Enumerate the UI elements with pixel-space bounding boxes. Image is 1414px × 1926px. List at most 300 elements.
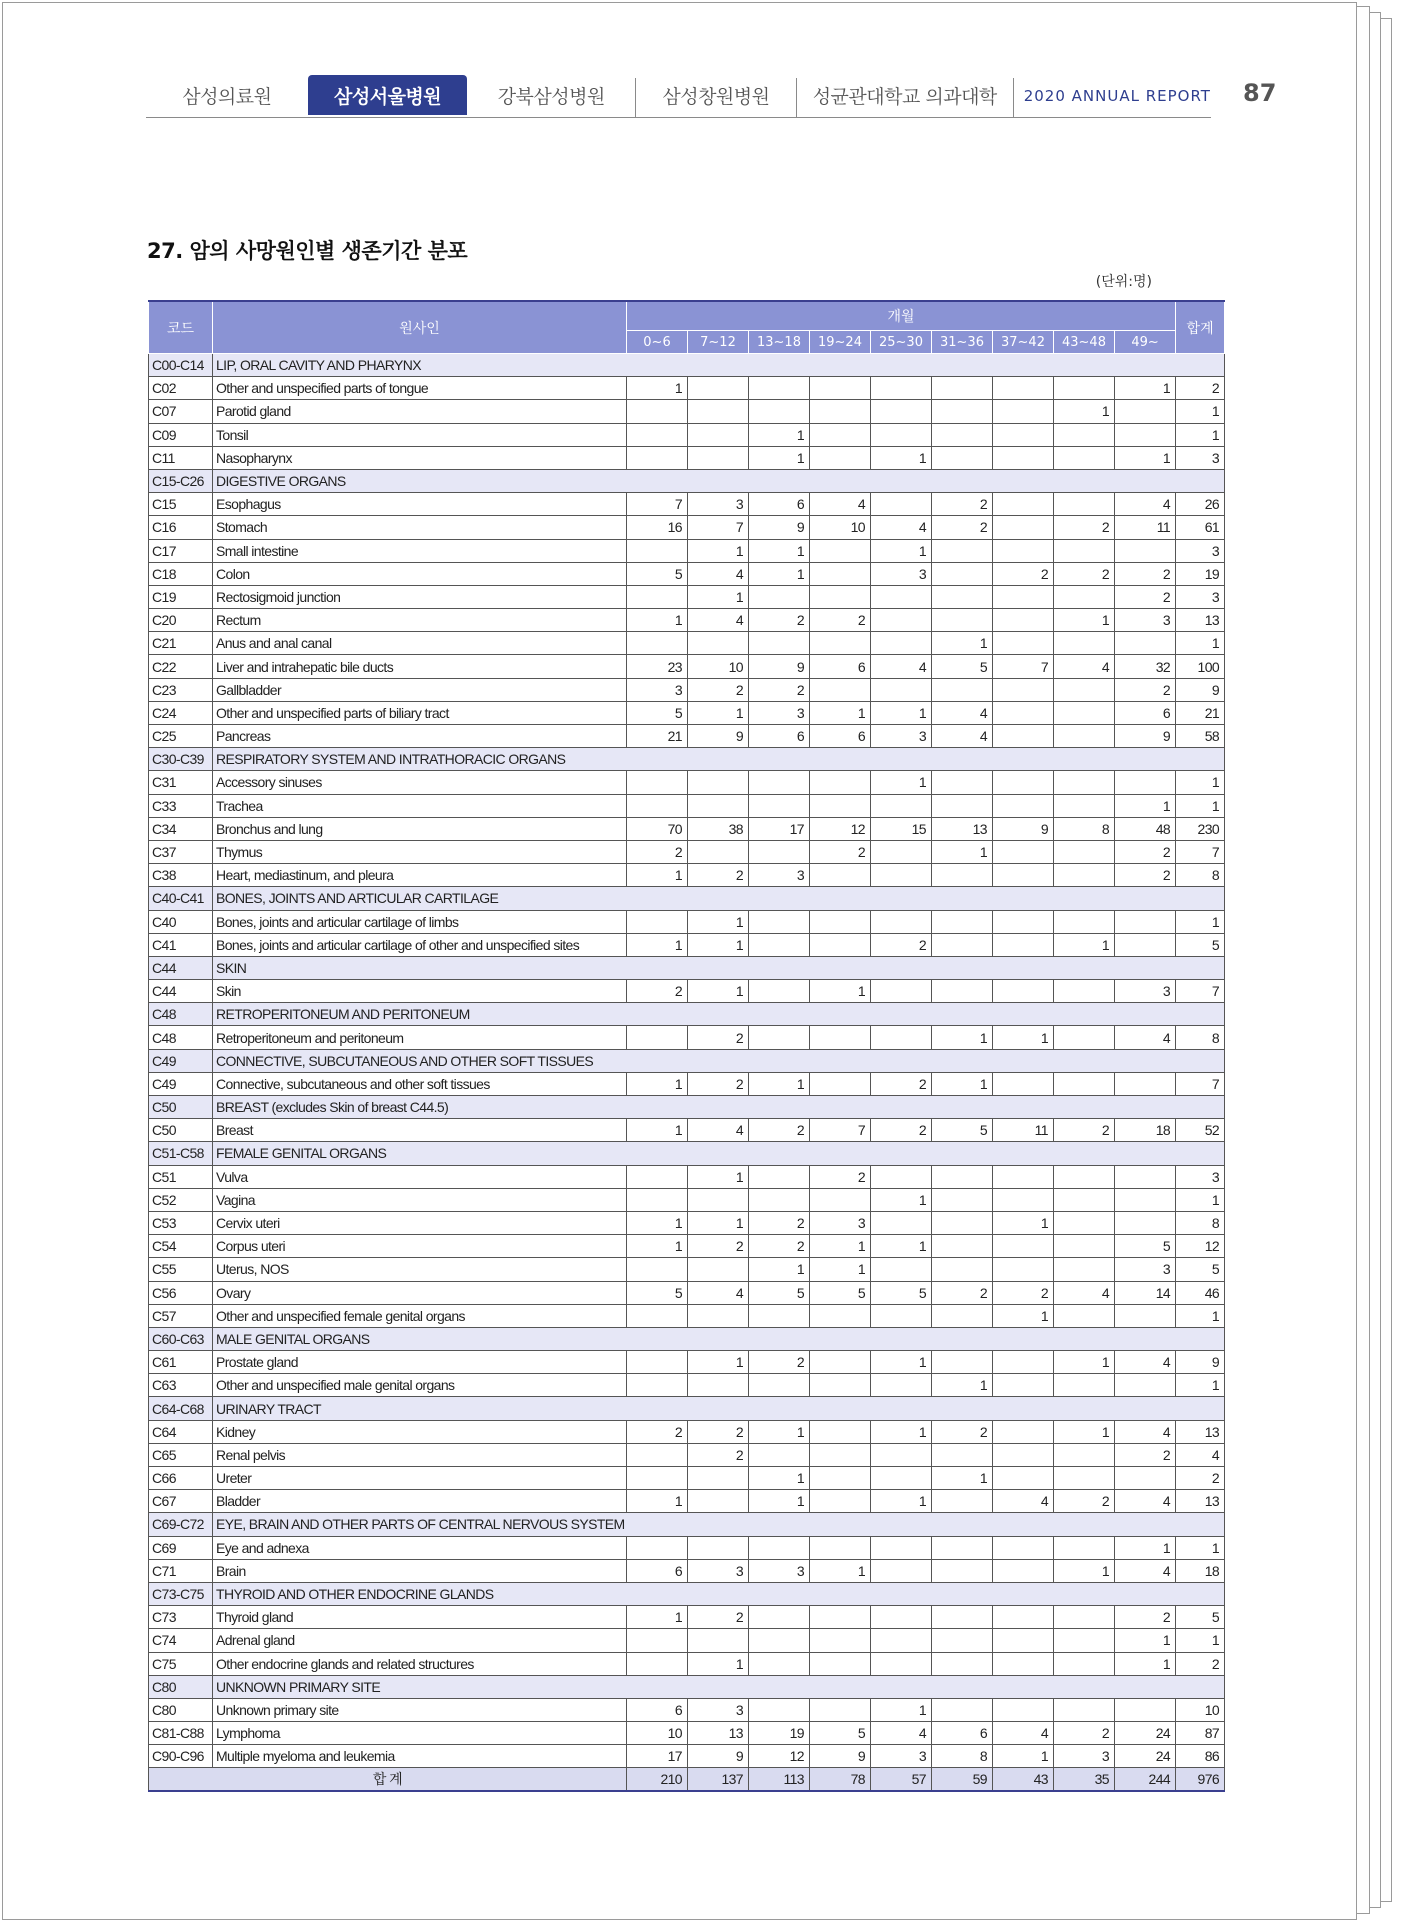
count-cell <box>1115 1072 1176 1095</box>
table-row <box>149 493 1225 516</box>
count-cell <box>871 794 932 817</box>
count-cell <box>871 423 932 446</box>
survival-table-container <box>148 300 1220 1792</box>
count-cell <box>871 1652 932 1675</box>
count-cell <box>810 539 871 562</box>
count-cell <box>993 933 1054 956</box>
count-cell: 4 <box>1115 493 1176 516</box>
group-code: C51-C58 <box>149 1142 213 1165</box>
count-cell: 1 <box>627 1235 688 1258</box>
table-row <box>149 400 1225 423</box>
count-cell <box>749 1165 810 1188</box>
row-code: C17 <box>149 539 213 562</box>
group-name: DIGESTIVE ORGANS <box>213 469 1225 492</box>
group-name: EYE, BRAIN AND OTHER PARTS OF CENTRAL NERVOUS SYSTEM <box>213 1513 1225 1536</box>
count-cell: 6 <box>749 725 810 748</box>
row-total: 21 <box>1176 701 1225 724</box>
count-cell: 6 <box>810 725 871 748</box>
count-cell <box>627 539 688 562</box>
count-cell <box>688 794 749 817</box>
count-cell <box>993 585 1054 608</box>
row-code: C24 <box>149 701 213 724</box>
section-title: 27. 암의 사망원인별 생존기간 분포 <box>147 239 468 263</box>
count-cell: 4 <box>871 1722 932 1745</box>
count-cell: 23 <box>627 655 688 678</box>
count-cell <box>993 1351 1054 1374</box>
count-cell: 1 <box>627 1072 688 1095</box>
count-cell <box>810 1629 871 1652</box>
row-code: C80 <box>149 1698 213 1721</box>
count-cell <box>871 493 932 516</box>
count-cell: 4 <box>1115 1351 1176 1374</box>
count-cell: 2 <box>1115 585 1176 608</box>
count-cell <box>810 1467 871 1490</box>
count-cell: 2 <box>1054 1722 1115 1745</box>
table-row <box>149 539 1225 562</box>
count-cell <box>810 446 871 469</box>
table-row <box>149 1281 1225 1304</box>
row-cause: Tonsil <box>213 423 627 446</box>
count-cell <box>749 1606 810 1629</box>
row-code: C44 <box>149 980 213 1003</box>
row-total: 5 <box>1176 1258 1225 1281</box>
count-cell <box>932 585 993 608</box>
header-period: 19~24 <box>810 331 871 354</box>
row-total: 1 <box>1176 423 1225 446</box>
row-code: C75 <box>149 1652 213 1675</box>
count-cell <box>1115 539 1176 562</box>
count-cell <box>810 1072 871 1095</box>
row-total: 1 <box>1176 1304 1225 1327</box>
row-code: C71 <box>149 1559 213 1582</box>
count-cell: 2 <box>1115 1443 1176 1466</box>
row-code: C07 <box>149 400 213 423</box>
row-code: C55 <box>149 1258 213 1281</box>
count-cell <box>627 1188 688 1211</box>
count-cell <box>627 423 688 446</box>
count-cell <box>871 400 932 423</box>
row-total: 230 <box>1176 817 1225 840</box>
count-cell <box>932 864 993 887</box>
count-cell: 2 <box>688 1420 749 1443</box>
table-row <box>149 840 1225 863</box>
count-cell: 2 <box>1054 1119 1115 1142</box>
count-cell: 4 <box>688 1281 749 1304</box>
count-cell: 1 <box>749 423 810 446</box>
row-total: 1 <box>1176 1629 1225 1652</box>
row-cause: Brain <box>213 1559 627 1582</box>
table-row <box>149 817 1225 840</box>
group-header-row <box>149 1327 1225 1350</box>
count-cell <box>932 1211 993 1234</box>
count-cell <box>871 1026 932 1049</box>
count-cell: 5 <box>932 1119 993 1142</box>
group-name: URINARY TRACT <box>213 1397 1225 1420</box>
group-header-row <box>149 1003 1225 1026</box>
count-cell: 19 <box>749 1722 810 1745</box>
count-cell <box>810 377 871 400</box>
count-cell <box>688 840 749 863</box>
count-cell <box>871 1467 932 1490</box>
count-cell <box>627 585 688 608</box>
count-cell: 2 <box>871 933 932 956</box>
count-cell <box>688 1536 749 1559</box>
count-cell: 2 <box>1115 562 1176 585</box>
group-code: C49 <box>149 1049 213 1072</box>
count-cell: 5 <box>627 1281 688 1304</box>
row-total: 100 <box>1176 655 1225 678</box>
row-total: 2 <box>1176 377 1225 400</box>
count-cell: 3 <box>688 493 749 516</box>
row-cause: Ovary <box>213 1281 627 1304</box>
table-row <box>149 771 1225 794</box>
row-total: 8 <box>1176 1211 1225 1234</box>
count-cell <box>810 1490 871 1513</box>
group-name: LIP, ORAL CAVITY AND PHARYNX <box>213 354 1225 377</box>
table-row <box>149 1119 1225 1142</box>
count-cell <box>810 1374 871 1397</box>
count-cell <box>932 1188 993 1211</box>
count-cell <box>1054 1304 1115 1327</box>
header-period: 13~18 <box>749 331 810 354</box>
group-header-row <box>149 1096 1225 1119</box>
count-cell: 3 <box>871 1745 932 1768</box>
count-cell <box>871 1165 932 1188</box>
table-row <box>149 980 1225 1003</box>
count-cell: 1 <box>932 1467 993 1490</box>
count-cell: 2 <box>749 1119 810 1142</box>
count-cell <box>1054 864 1115 887</box>
count-cell <box>993 1235 1054 1258</box>
count-cell: 1 <box>627 1606 688 1629</box>
count-cell <box>1054 493 1115 516</box>
document-page <box>2 2 1357 1920</box>
row-cause: Stomach <box>213 516 627 539</box>
count-cell: 9 <box>749 516 810 539</box>
row-total: 52 <box>1176 1119 1225 1142</box>
row-cause: Other and unspecified male genital organs <box>213 1374 627 1397</box>
row-total: 13 <box>1176 609 1225 632</box>
row-cause: Kidney <box>213 1420 627 1443</box>
count-cell: 1 <box>810 701 871 724</box>
row-cause: Small intestine <box>213 539 627 562</box>
count-cell <box>1054 1443 1115 1466</box>
count-cell <box>1054 840 1115 863</box>
count-cell <box>810 1351 871 1374</box>
count-cell: 2 <box>871 1072 932 1095</box>
count-cell: 3 <box>871 725 932 748</box>
count-cell <box>627 794 688 817</box>
group-code: C44 <box>149 956 213 979</box>
table-row <box>149 864 1225 887</box>
count-cell: 10 <box>688 655 749 678</box>
count-cell <box>932 771 993 794</box>
count-cell <box>627 1258 688 1281</box>
survival-table <box>148 300 1225 1792</box>
count-cell <box>932 678 993 701</box>
count-cell <box>993 1652 1054 1675</box>
count-cell <box>1054 423 1115 446</box>
row-cause: Unknown primary site <box>213 1698 627 1721</box>
count-cell <box>993 609 1054 632</box>
count-cell <box>932 1559 993 1582</box>
row-code: C74 <box>149 1629 213 1652</box>
count-cell: 1 <box>688 585 749 608</box>
count-cell: 2 <box>1115 678 1176 701</box>
row-cause: Anus and anal canal <box>213 632 627 655</box>
group-header-row <box>149 956 1225 979</box>
count-cell <box>1054 377 1115 400</box>
count-cell: 1 <box>627 1490 688 1513</box>
count-cell <box>810 400 871 423</box>
row-cause: Colon <box>213 562 627 585</box>
row-cause: Thyroid gland <box>213 1606 627 1629</box>
count-cell <box>932 1606 993 1629</box>
count-cell <box>688 1490 749 1513</box>
total-count-cell: 137 <box>688 1768 749 1791</box>
count-cell <box>1115 910 1176 933</box>
row-code: C38 <box>149 864 213 887</box>
count-cell: 1 <box>627 864 688 887</box>
count-cell <box>1115 1467 1176 1490</box>
count-cell <box>871 1374 932 1397</box>
count-cell <box>1115 1188 1176 1211</box>
tab-samsung-medical-center[interactable]: 삼성의료원 <box>182 85 272 108</box>
count-cell <box>627 1351 688 1374</box>
count-cell <box>993 864 1054 887</box>
count-cell <box>810 1606 871 1629</box>
count-cell: 1 <box>1054 400 1115 423</box>
group-header-row <box>149 887 1225 910</box>
group-header-row <box>149 354 1225 377</box>
count-cell <box>749 377 810 400</box>
count-cell <box>810 585 871 608</box>
row-code: C11 <box>149 446 213 469</box>
count-cell <box>1115 933 1176 956</box>
count-cell <box>993 771 1054 794</box>
table-row <box>149 1745 1225 1768</box>
count-cell: 1 <box>993 1026 1054 1049</box>
row-cause: Prostate gland <box>213 1351 627 1374</box>
count-cell: 2 <box>688 1235 749 1258</box>
count-cell <box>749 585 810 608</box>
count-cell: 6 <box>810 655 871 678</box>
count-cell: 2 <box>810 840 871 863</box>
row-code: C51 <box>149 1165 213 1188</box>
count-cell: 1 <box>871 446 932 469</box>
count-cell <box>627 1026 688 1049</box>
count-cell: 1 <box>810 980 871 1003</box>
header-period: 25~30 <box>871 331 932 354</box>
header-period: 49~ <box>1115 331 1176 354</box>
count-cell <box>993 446 1054 469</box>
count-cell <box>688 1188 749 1211</box>
count-cell: 12 <box>749 1745 810 1768</box>
group-name: UNKNOWN PRIMARY SITE <box>213 1675 1225 1698</box>
count-cell <box>749 1698 810 1721</box>
row-cause: Multiple myeloma and leukemia <box>213 1745 627 1768</box>
count-cell: 17 <box>627 1745 688 1768</box>
count-cell <box>932 910 993 933</box>
row-total: 13 <box>1176 1490 1225 1513</box>
row-code: C69 <box>149 1536 213 1559</box>
count-cell: 4 <box>688 1119 749 1142</box>
row-code: C21 <box>149 632 213 655</box>
group-code: C64-C68 <box>149 1397 213 1420</box>
row-total: 58 <box>1176 725 1225 748</box>
count-cell <box>993 1258 1054 1281</box>
table-row <box>149 1351 1225 1374</box>
count-cell: 1 <box>749 1258 810 1281</box>
count-cell: 2 <box>1115 864 1176 887</box>
table-row <box>149 377 1225 400</box>
count-cell: 5 <box>627 562 688 585</box>
table-row <box>149 794 1225 817</box>
row-code: C19 <box>149 585 213 608</box>
count-cell <box>810 562 871 585</box>
count-cell <box>810 1420 871 1443</box>
tab-skku-medicine[interactable]: 성균관대학교 의과대학 <box>812 85 997 108</box>
count-cell: 12 <box>810 817 871 840</box>
count-cell <box>1054 1652 1115 1675</box>
row-total: 87 <box>1176 1722 1225 1745</box>
count-cell <box>932 1698 993 1721</box>
count-cell: 10 <box>627 1722 688 1745</box>
count-cell: 11 <box>993 1119 1054 1142</box>
row-total: 1 <box>1176 632 1225 655</box>
group-code: C50 <box>149 1096 213 1119</box>
group-name: RESPIRATORY SYSTEM AND INTRATHORACIC ORGANS <box>213 748 1225 771</box>
count-cell: 4 <box>1115 1490 1176 1513</box>
row-code: C73 <box>149 1606 213 1629</box>
header-cause: 원사인 <box>213 301 627 354</box>
count-cell <box>688 632 749 655</box>
count-cell <box>932 933 993 956</box>
count-cell <box>932 1490 993 1513</box>
count-cell <box>688 1258 749 1281</box>
total-count-cell: 113 <box>749 1768 810 1791</box>
tab-kangbuk-samsung-hospital[interactable]: 강북삼성병원 <box>497 85 605 108</box>
count-cell <box>932 609 993 632</box>
tab-samsung-seoul-hospital[interactable]: 삼성서울병원 <box>308 75 468 115</box>
count-cell: 1 <box>627 1119 688 1142</box>
count-cell <box>810 1652 871 1675</box>
table-row <box>149 933 1225 956</box>
count-cell: 7 <box>688 516 749 539</box>
count-cell: 1 <box>627 609 688 632</box>
count-cell <box>627 771 688 794</box>
row-total: 3 <box>1176 446 1225 469</box>
count-cell <box>1054 585 1115 608</box>
count-cell: 3 <box>749 864 810 887</box>
count-cell <box>993 1443 1054 1466</box>
group-code: C48 <box>149 1003 213 1026</box>
count-cell <box>749 1026 810 1049</box>
count-cell <box>1054 539 1115 562</box>
row-code: C52 <box>149 1188 213 1211</box>
header-period: 31~36 <box>932 331 993 354</box>
table-row <box>149 423 1225 446</box>
count-cell: 2 <box>749 1235 810 1258</box>
count-cell: 1 <box>688 1351 749 1374</box>
count-cell: 1 <box>688 539 749 562</box>
count-cell: 48 <box>1115 817 1176 840</box>
count-cell: 1 <box>810 1559 871 1582</box>
count-cell <box>932 446 993 469</box>
count-cell <box>688 1467 749 1490</box>
count-cell <box>932 1351 993 1374</box>
row-code: C67 <box>149 1490 213 1513</box>
count-cell: 1 <box>932 1374 993 1397</box>
count-cell: 21 <box>627 725 688 748</box>
count-cell: 1 <box>1115 1536 1176 1559</box>
count-cell <box>1054 910 1115 933</box>
count-cell <box>932 1304 993 1327</box>
count-cell <box>627 1165 688 1188</box>
count-cell: 1 <box>932 1026 993 1049</box>
count-cell: 1 <box>1054 609 1115 632</box>
table-row <box>149 562 1225 585</box>
count-cell: 2 <box>932 516 993 539</box>
count-cell: 2 <box>688 1026 749 1049</box>
row-total: 9 <box>1176 1351 1225 1374</box>
total-row <box>149 1768 1225 1791</box>
report-label: 2020 ANNUAL REPORT <box>1023 87 1211 105</box>
tab-samsung-changwon-hospital[interactable]: 삼성창원병원 <box>662 85 770 108</box>
row-cause: Uterus, NOS <box>213 1258 627 1281</box>
count-cell: 4 <box>1054 655 1115 678</box>
row-code: C41 <box>149 933 213 956</box>
count-cell: 24 <box>1115 1745 1176 1768</box>
count-cell: 2 <box>749 678 810 701</box>
count-cell: 5 <box>810 1722 871 1745</box>
count-cell: 4 <box>1115 1420 1176 1443</box>
row-total: 1 <box>1176 910 1225 933</box>
count-cell <box>749 910 810 933</box>
row-total: 13 <box>1176 1420 1225 1443</box>
row-code: C37 <box>149 840 213 863</box>
count-cell <box>627 1374 688 1397</box>
count-cell <box>993 423 1054 446</box>
count-cell <box>749 400 810 423</box>
row-total: 7 <box>1176 840 1225 863</box>
count-cell <box>1115 1698 1176 1721</box>
group-name: BONES, JOINTS AND ARTICULAR CARTILAGE <box>213 887 1225 910</box>
count-cell: 1 <box>871 1351 932 1374</box>
count-cell: 1 <box>688 1211 749 1234</box>
count-cell <box>627 1536 688 1559</box>
count-cell: 2 <box>749 1211 810 1234</box>
group-name: CONNECTIVE, SUBCUTANEOUS AND OTHER SOFT TISSUES <box>213 1049 1225 1072</box>
count-cell <box>871 377 932 400</box>
group-code: C80 <box>149 1675 213 1698</box>
count-cell <box>993 1629 1054 1652</box>
count-cell <box>810 771 871 794</box>
count-cell <box>688 423 749 446</box>
row-code: C40 <box>149 910 213 933</box>
count-cell: 2 <box>1115 840 1176 863</box>
count-cell <box>932 1443 993 1466</box>
row-total: 8 <box>1176 864 1225 887</box>
count-cell: 1 <box>749 1072 810 1095</box>
count-cell: 3 <box>1115 1258 1176 1281</box>
count-cell: 1 <box>1054 933 1115 956</box>
count-cell <box>932 1165 993 1188</box>
count-cell: 13 <box>932 817 993 840</box>
count-cell: 1 <box>627 377 688 400</box>
table-row <box>149 1026 1225 1049</box>
count-cell: 1 <box>871 1188 932 1211</box>
